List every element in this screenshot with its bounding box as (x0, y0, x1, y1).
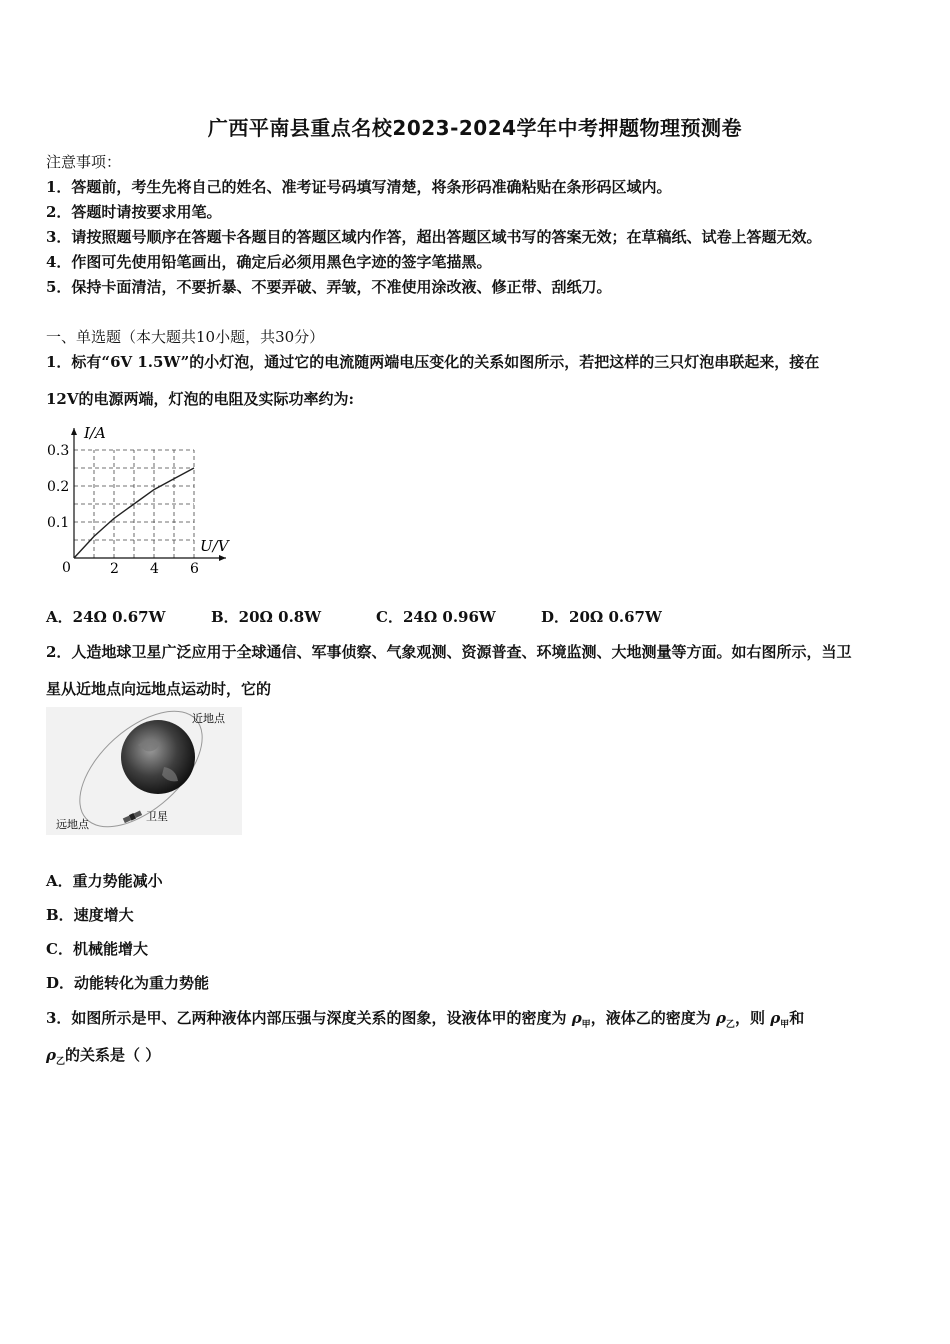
note-item: 3．请按照题号顺序在答题卡各题目的答题区域内作答，超出答题区域书写的答案无效；在草稿纸、试卷上答题无效。 (46, 228, 822, 246)
page-title: 广西平南县重点名校2023-2024学年中考押题物理预测卷 (207, 116, 743, 140)
x-axis-arrow-icon (219, 555, 226, 561)
option-d[interactable]: D．20Ω 0.67W (541, 608, 662, 626)
question-1-line-2: 12V的电源两端，灯泡的电阻及实际功率约为: (46, 390, 355, 408)
section-heading: 一、单选题（本大题共10小题，共30分） (46, 328, 325, 346)
perigee-label: 近地点 (192, 712, 225, 725)
option-a[interactable]: A．24Ω 0.67W (46, 608, 166, 626)
y-tick-label: 0.3 (47, 443, 70, 459)
option-a[interactable]: A．重力势能减小 (46, 872, 163, 890)
question-3-line-2: $\rho_乙$的关系是（ ） (46, 1046, 161, 1067)
option-b[interactable]: B．速度增大 (46, 906, 134, 924)
x-axis-label: U/V (200, 537, 229, 555)
note-item: 4．作图可先使用铅笔画出，确定后必须用黑色字迹的签字笔描黑。 (46, 253, 492, 271)
x-tick-label: 2 (110, 561, 119, 577)
option-c[interactable]: C．机械能增大 (46, 940, 148, 958)
y-axis-label: I/A (84, 424, 106, 442)
question-2-line-1: 2．人造地球卫星广泛应用于全球通信、军事侦察、气象观测、资源普查、环境监测、大地测量等方面。如右图所示，当卫 (46, 643, 852, 661)
x-tick-label: 6 (190, 561, 199, 577)
notes-heading: 注意事项： (46, 153, 122, 171)
origin-label: 0 (62, 560, 71, 576)
y-axis-arrow-icon (71, 428, 77, 435)
iu-chart (40, 420, 270, 585)
x-tick-label: 4 (150, 561, 159, 577)
apogee-label: 远地点 (56, 818, 89, 831)
option-d[interactable]: D．动能转化为重力势能 (46, 974, 210, 992)
option-c[interactable]: C．24Ω 0.96W (376, 608, 496, 626)
note-item: 5．保持卡面清洁，不要折暴、不要弄破、弄皱，不准使用涂改液、修正带、刮纸刀。 (46, 278, 612, 296)
satellite-label: 卫星 (146, 810, 168, 823)
y-tick-label: 0.2 (47, 479, 70, 495)
question-1-options (46, 606, 662, 627)
question-1-line-1: 1．标有“6V 1.5W”的小灯泡，通过它的电流随两端电压变化的关系如图所示，若把这样的三只灯泡串联起来，接在 (46, 353, 820, 371)
y-tick-label: 0.1 (47, 515, 70, 531)
satellite-orbit-figure (46, 707, 242, 835)
question-3-line-1: 3．如图所示是甲、乙两种液体内部压强与深度关系的图象，设液体甲的密度为 $\rho_甲$，液体乙的密度为 $\rho_乙$，则 $\rho_甲$和 (46, 1009, 805, 1030)
earth-icon (121, 720, 195, 794)
question-2-line-2: 星从近地点向远地点运动时，它的 (46, 680, 272, 698)
note-item: 1．答题前，考生先将自己的姓名、准考证号码填写清楚，将条形码准确粘贴在条形码区域内。 (46, 178, 672, 196)
note-item: 2．答题时请按要求用笔。 (46, 203, 222, 221)
option-b[interactable]: B．20Ω 0.8W (211, 608, 322, 626)
